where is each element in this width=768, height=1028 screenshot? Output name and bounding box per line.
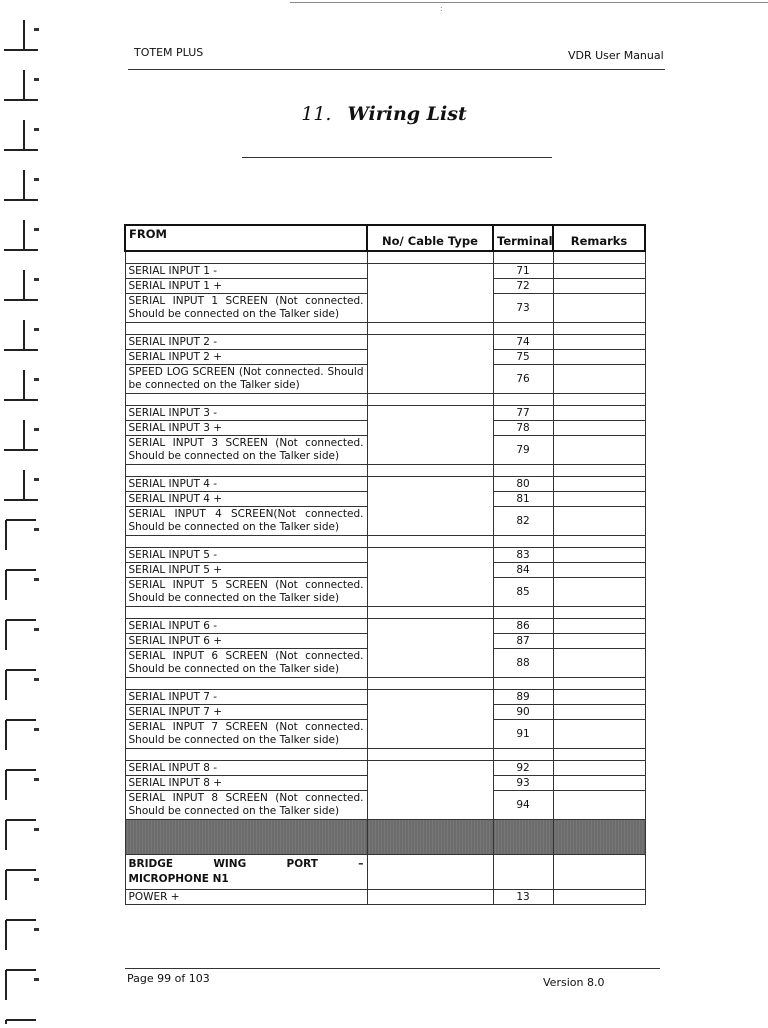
spacer-cell — [553, 749, 645, 761]
spacer-cell — [553, 536, 645, 548]
spacer-cell — [493, 678, 553, 690]
spacer-cell — [553, 607, 645, 619]
spacer-cell — [367, 323, 493, 335]
table-row — [125, 761, 645, 776]
header-company: TOTEM PLUS — [134, 46, 204, 59]
spacer-cell — [367, 251, 493, 264]
shaded-cell — [125, 820, 367, 855]
spacer-row — [125, 536, 645, 548]
remarks-cell — [553, 619, 645, 634]
terminal-cell: 77 — [493, 406, 553, 421]
wiring-table — [124, 224, 646, 905]
terminal-cell: 89 — [493, 690, 553, 705]
cable-type-cell — [367, 619, 493, 678]
spacer-cell — [367, 678, 493, 690]
from-cell: SERIAL INPUT 5 - — [125, 548, 367, 563]
spacer-cell — [553, 678, 645, 690]
from-cell: SERIAL INPUT 2 - — [125, 335, 367, 350]
remarks-cell — [553, 294, 645, 323]
cable-type-cell — [367, 406, 493, 465]
from-cell: SERIAL INPUT 3 - — [125, 406, 367, 421]
from-cell: SERIAL INPUT 7 SCREEN (Not connected. Should be connected on the Talker side) — [125, 720, 367, 749]
spacer-cell — [367, 536, 493, 548]
terminal-cell: 79 — [493, 436, 553, 465]
binding-mark — [4, 320, 39, 350]
spacer-cell — [125, 251, 367, 264]
remarks-cell — [553, 791, 645, 820]
table-row — [125, 619, 645, 634]
terminal-cell: 94 — [493, 791, 553, 820]
spacer-cell — [125, 465, 367, 477]
spacer-cell — [493, 465, 553, 477]
from-cell: POWER + — [125, 890, 367, 905]
header-divider — [128, 69, 665, 70]
spacer-row — [125, 251, 645, 264]
binding-marks — [0, 0, 48, 1024]
terminal-cell: 83 — [493, 548, 553, 563]
column-header-terminal: Terminal — [493, 225, 553, 251]
binding-mark — [6, 720, 39, 750]
heading-word: BRIDGE — [128, 858, 174, 870]
from-cell: SERIAL INPUT 1 SCREEN (Not connected. Should be connected on the Talker side) — [125, 294, 367, 323]
terminal-cell: 91 — [493, 720, 553, 749]
spacer-cell — [125, 394, 367, 406]
spacer-cell — [493, 251, 553, 264]
terminal-cell: 93 — [493, 776, 553, 791]
terminal-cell: 75 — [493, 350, 553, 365]
terminal-cell: 78 — [493, 421, 553, 436]
cable-type-cell — [367, 477, 493, 536]
spacer-row — [125, 465, 645, 477]
spacer-cell — [493, 749, 553, 761]
from-cell: SERIAL INPUT 6 - — [125, 619, 367, 634]
binding-mark — [4, 270, 39, 300]
table-row — [125, 690, 645, 705]
remarks-cell — [553, 335, 645, 350]
from-cell: SERIAL INPUT 6 + — [125, 634, 367, 649]
terminal-cell: 87 — [493, 634, 553, 649]
terminal-cell: 73 — [493, 294, 553, 323]
heading-word: WING — [213, 858, 247, 870]
terminal-cell: 92 — [493, 761, 553, 776]
footer-version: Version 8.0 — [543, 976, 605, 989]
shaded-cell — [367, 820, 493, 855]
column-header-remarks: Remarks — [553, 225, 645, 251]
remarks-cell — [553, 421, 645, 436]
spacer-cell — [125, 678, 367, 690]
terminal-cell: 72 — [493, 279, 553, 294]
bridge-wing-heading-line1 — [129, 857, 364, 872]
from-cell: SPEED LOG SCREEN (Not connected. Should be connected on the Talker side) — [125, 365, 367, 394]
cable-type-cell — [367, 264, 493, 323]
terminal-cell: 84 — [493, 563, 553, 578]
table-row — [125, 406, 645, 421]
remarks-cell — [553, 548, 645, 563]
title-divider — [242, 157, 552, 158]
binding-mark — [6, 620, 39, 650]
shaded-cell — [553, 820, 645, 855]
spacer-cell — [367, 394, 493, 406]
binding-mark — [6, 670, 39, 700]
table-row — [125, 264, 645, 279]
empty-cell — [367, 855, 493, 890]
from-cell: SERIAL INPUT 4 + — [125, 492, 367, 507]
heading-word: – — [358, 858, 364, 870]
spacer-cell — [553, 394, 645, 406]
from-cell: SERIAL INPUT 2 + — [125, 350, 367, 365]
spacer-row — [125, 678, 645, 690]
binding-mark — [6, 870, 39, 900]
binding-mark — [6, 820, 39, 850]
remarks-cell — [553, 705, 645, 720]
remarks-cell — [553, 406, 645, 421]
from-cell: SERIAL INPUT 8 SCREEN (Not connected. Should be connected on the Talker side) — [125, 791, 367, 820]
terminal-cell: 71 — [493, 264, 553, 279]
shaded-cell — [493, 820, 553, 855]
remarks-cell — [553, 563, 645, 578]
binding-mark — [6, 520, 39, 550]
terminal-cell: 81 — [493, 492, 553, 507]
terminal-cell: 76 — [493, 365, 553, 394]
empty-cell — [553, 855, 645, 890]
from-cell: SERIAL INPUT 3 SCREEN (Not connected. Should be connected on the Talker side) — [125, 436, 367, 465]
bridge-wing-heading-line2: MICROPHONE N1 — [128, 873, 229, 885]
heading-word: PORT — [286, 858, 318, 870]
from-cell: SERIAL INPUT 1 + — [125, 279, 367, 294]
terminal-cell: 85 — [493, 578, 553, 607]
remarks-cell — [553, 264, 645, 279]
bridge-wing-heading-row — [125, 855, 645, 890]
remarks-cell — [553, 761, 645, 776]
table-row — [125, 477, 645, 492]
remarks-cell — [553, 477, 645, 492]
from-cell: SERIAL INPUT 3 + — [125, 421, 367, 436]
from-cell: SERIAL INPUT 6 SCREEN (Not connected. Should be connected on the Talker side) — [125, 649, 367, 678]
table-row — [125, 335, 645, 350]
binding-mark — [4, 370, 39, 400]
spacer-cell — [125, 536, 367, 548]
from-cell: SERIAL INPUT 7 - — [125, 690, 367, 705]
cable-type-cell — [367, 890, 493, 905]
binding-mark — [4, 20, 39, 50]
from-cell: SERIAL INPUT 4 - — [125, 477, 367, 492]
table-header-row — [125, 225, 645, 251]
remarks-cell — [553, 649, 645, 678]
terminal-cell: 82 — [493, 507, 553, 536]
terminal-cell: 74 — [493, 335, 553, 350]
footer-divider — [125, 968, 660, 969]
terminal-cell: 90 — [493, 705, 553, 720]
scan-artifact-mark: : — [440, 4, 443, 13]
cable-type-cell — [367, 690, 493, 749]
from-cell: SERIAL INPUT 5 SCREEN (Not connected. Should be connected on the Talker side) — [125, 578, 367, 607]
footer-page-number: Page 99 of 103 — [127, 972, 210, 985]
binding-mark — [6, 970, 39, 1000]
spacer-row — [125, 394, 645, 406]
terminal-cell: 88 — [493, 649, 553, 678]
remarks-cell — [553, 507, 645, 536]
table-row — [125, 890, 645, 905]
spacer-cell — [125, 607, 367, 619]
spacer-cell — [367, 749, 493, 761]
binding-mark — [4, 220, 39, 250]
from-cell: SERIAL INPUT 8 + — [125, 776, 367, 791]
remarks-cell — [553, 634, 645, 649]
binding-mark — [6, 770, 39, 800]
binding-mark — [6, 1020, 39, 1024]
header-manual-title: VDR User Manual — [568, 49, 664, 62]
remarks-cell — [553, 279, 645, 294]
column-header-from: FROM — [125, 225, 367, 251]
from-cell: SERIAL INPUT 7 + — [125, 705, 367, 720]
remarks-cell — [553, 350, 645, 365]
remarks-cell — [553, 690, 645, 705]
spacer-cell — [367, 465, 493, 477]
bridge-wing-heading — [125, 855, 367, 890]
spacer-row — [125, 749, 645, 761]
spacer-cell — [125, 323, 367, 335]
binding-mark — [4, 470, 39, 500]
remarks-cell — [553, 492, 645, 507]
column-header-cable-type: No/ Cable Type — [367, 225, 493, 251]
remarks-cell — [553, 365, 645, 394]
terminal-cell: 80 — [493, 477, 553, 492]
remarks-cell — [553, 578, 645, 607]
cable-type-cell — [367, 548, 493, 607]
remarks-cell — [553, 890, 645, 905]
spacer-cell — [553, 323, 645, 335]
binding-mark — [4, 170, 39, 200]
spacer-cell — [493, 536, 553, 548]
spacer-cell — [493, 394, 553, 406]
spacer-cell — [493, 607, 553, 619]
spacer-cell — [553, 465, 645, 477]
cable-type-cell — [367, 335, 493, 394]
section-heading: Wiring List — [347, 103, 467, 125]
remarks-cell — [553, 776, 645, 791]
spacer-row — [125, 323, 645, 335]
from-cell: SERIAL INPUT 1 - — [125, 264, 367, 279]
table-row — [125, 548, 645, 563]
remarks-cell — [553, 720, 645, 749]
section-number: 11. — [301, 103, 332, 125]
scan-artifact-line — [290, 2, 768, 3]
terminal-cell: 13 — [493, 890, 553, 905]
remarks-cell — [553, 436, 645, 465]
spacer-cell — [493, 323, 553, 335]
section-title — [0, 103, 768, 125]
from-cell: SERIAL INPUT 4 SCREEN(Not connected. Should be connected on the Talker side) — [125, 507, 367, 536]
spacer-cell — [125, 749, 367, 761]
from-cell: SERIAL INPUT 5 + — [125, 563, 367, 578]
empty-cell — [493, 855, 553, 890]
from-cell: SERIAL INPUT 8 - — [125, 761, 367, 776]
spacer-cell — [553, 251, 645, 264]
shaded-separator-row — [125, 820, 645, 855]
terminal-cell: 86 — [493, 619, 553, 634]
spacer-row — [125, 607, 645, 619]
binding-mark — [6, 920, 39, 950]
binding-mark — [4, 420, 39, 450]
binding-mark — [6, 570, 39, 600]
binding-mark — [4, 70, 39, 100]
spacer-cell — [367, 607, 493, 619]
cable-type-cell — [367, 761, 493, 820]
